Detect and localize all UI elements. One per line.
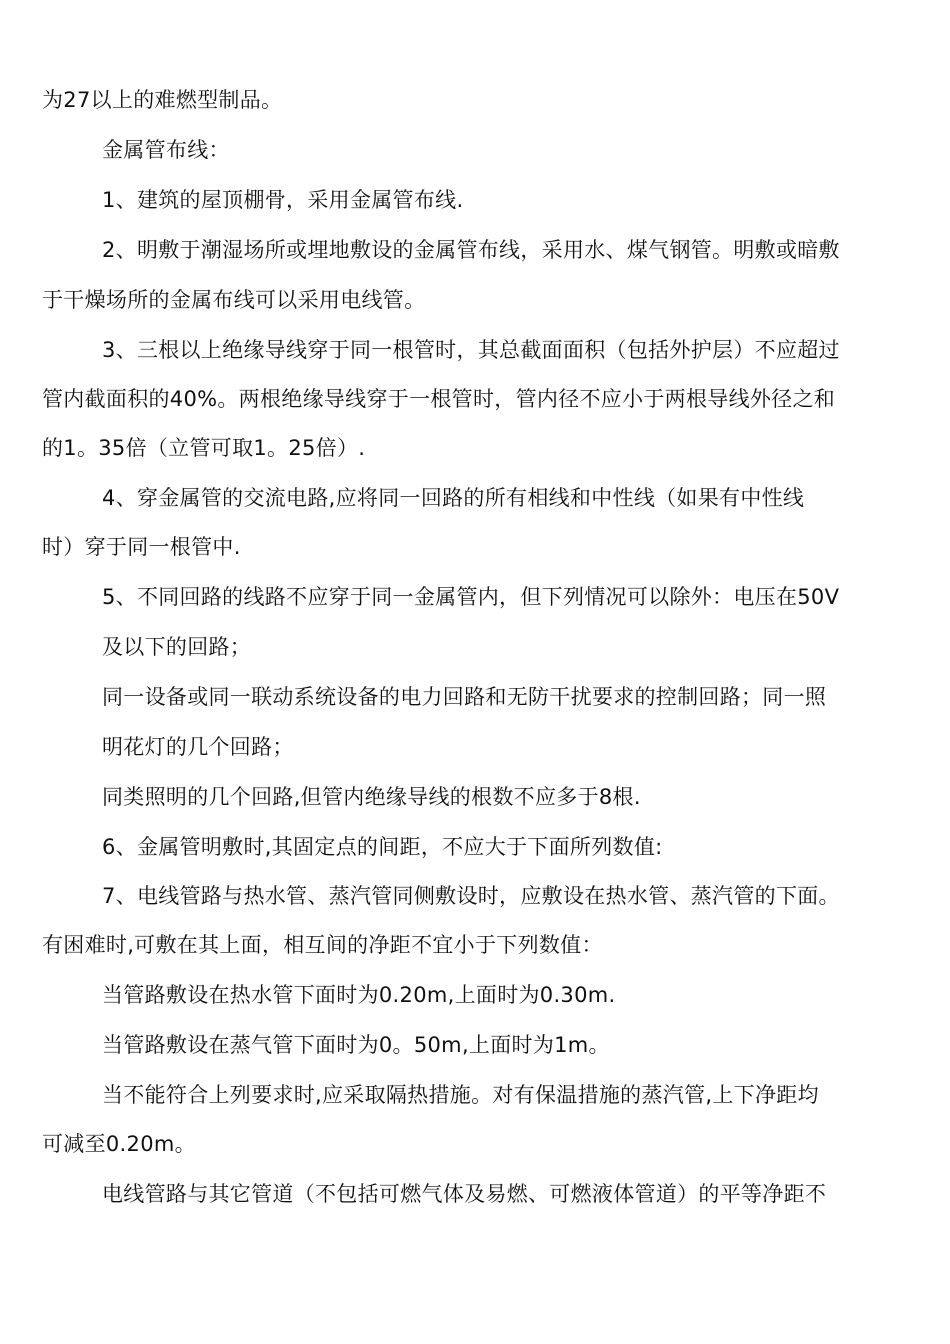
- text-line: 于干燥场所的金属布线可以采用电线管。: [42, 288, 426, 312]
- text-line: 当管路敷设在热水管下面时为0.20m,上面时为0.30m.: [102, 983, 616, 1007]
- text-line: 同一设备或同一联动系统设备的电力回路和无防干扰要求的控制回路；同一照: [102, 685, 827, 709]
- text-line: 可减至0.20m。: [42, 1132, 196, 1156]
- text-line: 为27以上的难燃型制品。: [42, 88, 283, 112]
- text-line: 1、建筑的屋顶棚骨，采用金属管布线.: [102, 188, 464, 212]
- text-line: 7、电线管路与热水管、蒸汽管同侧敷设时，应敷设在热水管、蒸汽管的下面。: [102, 884, 840, 908]
- text-line: 2、明敷于潮湿场所或埋地敷设的金属管布线，采用水、煤气钢管。明敷或暗敷: [102, 238, 840, 262]
- text-line: 6、金属管明敷时,其固定点的间距，不应大于下面所列数值:: [102, 835, 663, 859]
- text-line: 当不能符合上列要求时,应采取隔热措施。对有保温措施的蒸汽管,上下净距均: [102, 1083, 819, 1107]
- text-line: 有困难时,可敷在其上面，相互间的净距不宜小于下列数值：: [42, 933, 603, 957]
- text-line: 当管路敷设在蒸气管下面时为0。50m,上面时为1m。: [102, 1033, 610, 1057]
- text-line: 时）穿于同一根管中.: [42, 535, 241, 559]
- text-line: 明花灯的几个回路；: [102, 735, 294, 759]
- text-line: 及以下的回路；: [102, 635, 252, 659]
- text-line: 的1。35倍（立管可取1。25倍）.: [42, 436, 366, 460]
- text-line: 同类照明的几个回路,但管内绝缘导线的根数不应多于8根.: [102, 785, 641, 809]
- text-line: 管内截面积的40%。两根绝缘导线穿于一根管时，管内径不应小于两根导线外径之和: [42, 387, 836, 411]
- text-line: 4、穿金属管的交流电路,应将同一回路的所有相线和中性线（如果有中性线: [102, 486, 805, 510]
- text-line: 5、不同回路的线路不应穿于同一金属管内，但下列情况可以除外：电压在50V: [102, 585, 840, 609]
- section-heading: 金属管布线：: [102, 138, 230, 162]
- text-line: 电线管路与其它管道（不包括可燃气体及易燃、可燃液体管道）的平等净距不: [102, 1182, 827, 1206]
- text-line: 3、三根以上绝缘导线穿于同一根管时，其总截面面积（包括外护层）不应超过: [102, 338, 840, 362]
